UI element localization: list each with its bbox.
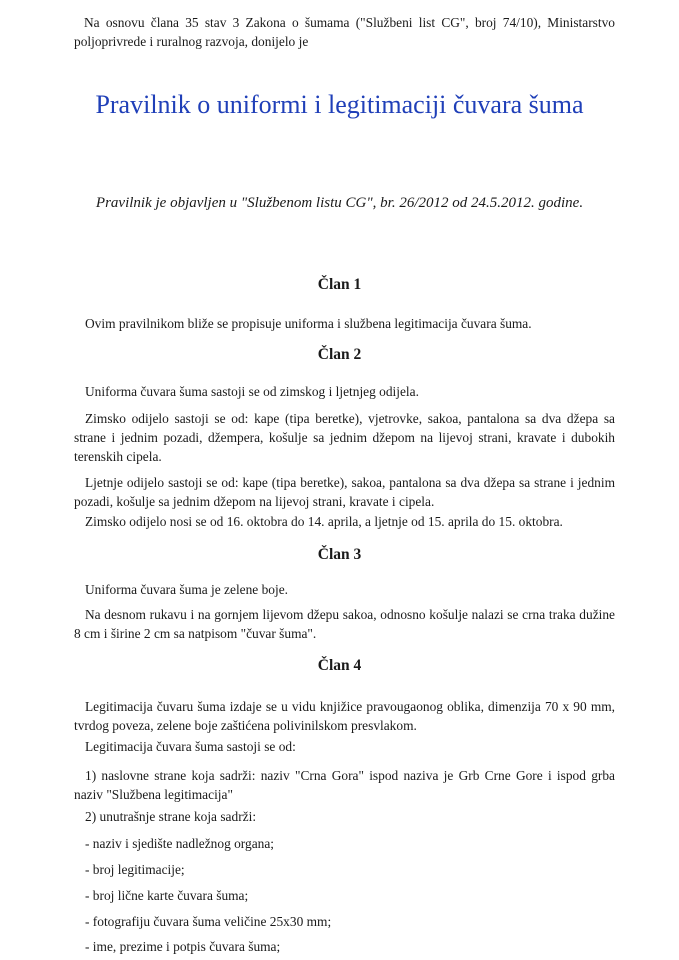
article-4-list-item-1: - naziv i sjedište nadležnog organa;: [85, 836, 275, 851]
article-2-paragraph-3: Ljetnje odijelo sastoji se od: kape (tipa beretke), sakoa, pantalona sa dva džepa sa strane i jednim pozadi, košulje sa jednim džepom na lijevoj strani, kravate i cipela.: [74, 475, 615, 509]
article-3-paragraph-2: Na desnom rukavu i na gornjem lijevom džepu sakoa, odnosno košulje nalazi se crna traka dužine 8 cm i širine 2 cm sa natpisom "čuvar šuma".: [74, 607, 615, 641]
article-4-paragraph-1: Legitimacija čuvaru šuma izdaje se u vidu knjižice pravougaonog oblika, dimenzija 70 x 90 mm, tvrdog poveza, zelene boje zaštićena polivinilskom presvlakom.: [74, 699, 615, 733]
article-4-list-item-3: - broj lične karte čuvara šuma;: [85, 888, 249, 903]
article-4-heading: Član 4: [317, 657, 362, 674]
article-4-paragraph-4: 2) unutrašnje strane koja sadrži:: [85, 809, 257, 824]
article-2-paragraph-4: Zimsko odijelo nosi se od 16. oktobra do 14. aprila, a ljetnje od 15. aprila do 15. oktobra.: [85, 514, 563, 529]
article-4-list-item-2: - broj legitimacije;: [85, 862, 185, 877]
article-4-list-item-5: - ime, prezime i potpis čuvara šuma;: [85, 939, 281, 954]
article-2-heading: Član 2: [317, 346, 362, 363]
article-2-paragraph-1: Uniforma čuvara šuma sastoji se od zimskog i ljetnjeg odijela.: [85, 384, 419, 399]
article-3-paragraph-1: Uniforma čuvara šuma je zelene boje.: [85, 582, 288, 597]
article-1-heading: Član 1: [317, 276, 362, 293]
article-2-paragraph-2: Zimsko odijelo sastoji se od: kape (tipa beretke), vjetrovke, sakoa, pantalona sa dva džepa sa strane i jednim pozadi, džempera, košulje sa jednim džepom na lijevoj strani, kravate i dubokih terenskih cipela.: [74, 411, 615, 464]
article-4-paragraph-3: 1) naslovne strane koja sadrži: naziv "Crna Gora" ispod naziva je Grb Crne Gore i ispod grba naziv "Službena legitimacija": [74, 768, 615, 802]
article-4-paragraph-2: Legitimacija čuvara šuma sastoji se od:: [85, 739, 296, 754]
publication-note: Pravilnik je objavljen u "Službenom listu CG", br. 26/2012 od 24.5.2012. godine.: [95, 195, 584, 211]
document-title: Pravilnik o uniformi i legitimaciji čuvara šuma: [95, 90, 584, 119]
article-4-list-item-4: - fotografiju čuvara šuma veličine 25x30 mm;: [85, 914, 332, 929]
preamble-paragraph: Na osnovu člana 35 stav 3 Zakona o šumama ("Službeni list CG", broj 74/10), Ministarstvo poljoprivrede i ruralnog razvoja, donijelo je: [74, 15, 615, 49]
article-3-heading: Član 3: [317, 546, 362, 563]
article-1-paragraph-1: Ovim pravilnikom bliže se propisuje uniforma i službena legitimacija čuvara šuma.: [85, 316, 532, 331]
